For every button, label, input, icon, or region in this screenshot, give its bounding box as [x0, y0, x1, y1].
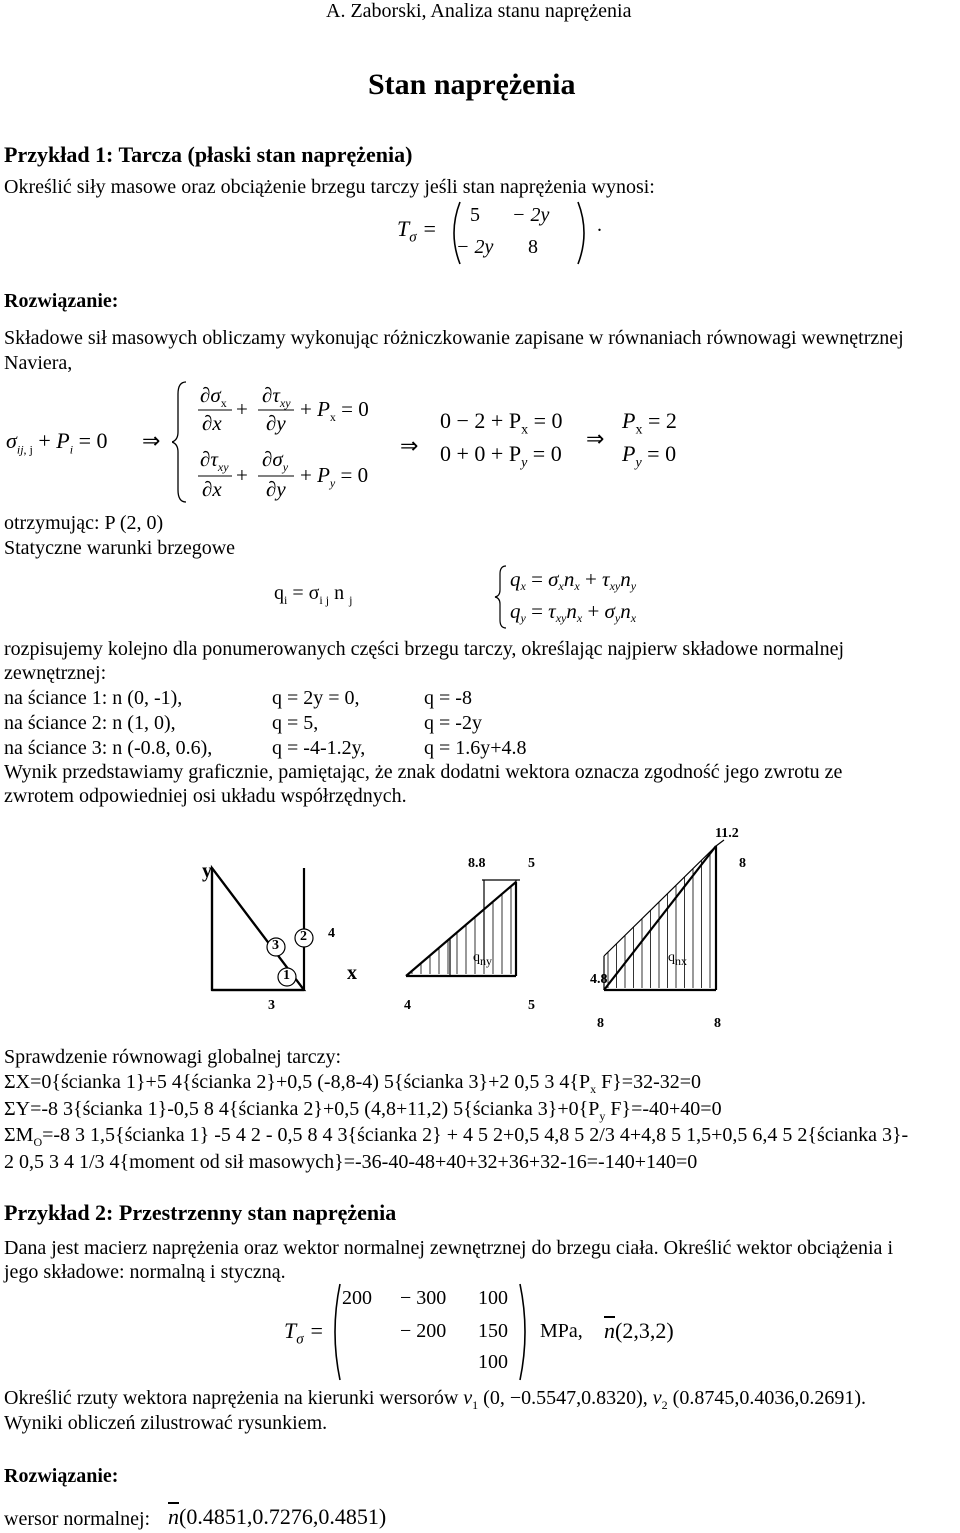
svg-text:∂y: ∂y — [266, 411, 286, 435]
text-body-2: rozpisujemy kolejno dla ponumerowanych części brzegu tarczy, określając najpierw składowe normalnej — [4, 638, 845, 660]
wall-3-normal: na ściance 3: n (-0.8, 0.6), — [4, 737, 213, 759]
matrix-r1c1: 5 — [470, 204, 480, 226]
text-body-1: Składowe sił masowych obliczamy wykonując różniczkowanie zapisane w równaniach równowagi wewnętrznej — [4, 327, 904, 349]
matrix2-r1c3: 100 — [478, 1287, 508, 1309]
fig-dim-3-label: 3 — [268, 998, 275, 1013]
implies-arrow-3: ⇒ — [586, 426, 605, 451]
matrix2-r3c3: 100 — [478, 1351, 508, 1373]
text-body-2b: zewnętrznej: — [4, 662, 107, 684]
wall-1-qy: q = -8 — [424, 687, 472, 709]
text-body-1b: Naviera, — [4, 352, 73, 374]
text-body-3: Wynik przedstawiamy graficznie, pamiętając, że znak dodatni wektora oznacza zgodność jego zwrotu ze — [4, 761, 843, 783]
eq-result-1: $P_x = 2$ — [622, 408, 677, 438]
wall-1-normal: na ściance 1: n (0, -1), — [4, 687, 183, 709]
matrix-r2c1: − 2y — [456, 236, 494, 258]
normal-vector: $\overline{n}(2,3,2)$ — [604, 1318, 674, 1343]
normal-vector-val: (2,3,2) — [615, 1318, 674, 1343]
example1-task: Określić siły masowe oraz obciążenie brzegu tarczy jeśli stan naprężenia wynosi: — [4, 176, 655, 198]
check-sum-y-tail: F}=-40+40=0 — [610, 1098, 722, 1120]
svg-text:∂σy: $\partial\sigma_y$ — [262, 447, 289, 474]
fig-edge-2-label: 2 — [300, 929, 307, 944]
eq-result-2-val: = 0 — [647, 441, 677, 466]
svg-text:∂τxy: $\partial\tau_{xy}$ — [262, 383, 291, 410]
fig-qny-top-5: 5 — [528, 856, 535, 871]
fig-qnx-bottom-8b: 8 — [714, 1016, 721, 1031]
wall-2-qy: q = -2y — [424, 712, 482, 734]
eq-result-1-val: = 2 — [647, 408, 677, 433]
check-title: Sprawdzenie równowagi globalnej tarczy: — [4, 1046, 342, 1068]
implies-arrow-1: ⇒ — [142, 428, 161, 453]
versor-normal-label: wersor normalnej: — [4, 1508, 151, 1530]
fig-qny-bottom-5: 5 — [528, 998, 535, 1013]
fig-edge-3-label: 3 — [272, 938, 279, 953]
wall-2-qx: q = 5, — [272, 712, 319, 734]
check-sum-x-tail: F}=32-32=0 — [601, 1071, 702, 1093]
figure-plate-outline — [190, 850, 390, 1020]
matrix2-r1c1: 200 — [342, 1287, 372, 1309]
fig-qnx-sub: nx — [675, 953, 687, 968]
matrix2-unit: MPa, — [540, 1320, 583, 1342]
check-sum-y-text: ΣY=-8 3{ścianka 1}-0,5 8 4{ścianka 2}+0,5 (4,8+11,2) 5{ścianka 3}+0{P — [4, 1098, 600, 1120]
fig-qnx-q: q — [668, 950, 675, 965]
matrix2-r2c3: 150 — [478, 1320, 508, 1342]
eq-mid-2: $0 + 0 + P_y = 0$ — [440, 441, 562, 471]
fig-edge-1-label: 1 — [283, 968, 290, 983]
fig-qnx-bottom-8a: 8 — [597, 1016, 604, 1031]
equilibrium-index-eq: $\sigma_{ij, j} + P_i = 0$ — [6, 428, 108, 457]
solution-label-2: Rozwiązanie: — [4, 1465, 119, 1487]
check-sum-y: ΣY=-8 3{ścianka 1}-0,5 8 4{ścianka 2}+0,5 (4,8+11,2) 5{ścianka $3\}+0\{P_y$ F}=-40+40=0 — [4, 1098, 722, 1123]
eq-mid-1: $0 - 2 + P_x = 0$ — [440, 408, 563, 438]
check-sum-moment-b: 2 0,5 3 4 1/3 4{moment od sił masowych}=-36-40-48+40+32+36+32-16=-140+140=0 — [4, 1151, 698, 1173]
fig-qny-q: q — [473, 950, 480, 965]
fig-qnx-top-112: 11.2 — [715, 826, 739, 841]
check-sum-x-text: ΣX=0{ścianka 1}+5 4{ścianka 2}+0,5 (-8,8-4) 5{ścianka 3}+2 0,5 3 4{P — [4, 1071, 591, 1093]
svg-text:+: + — [236, 463, 248, 487]
tensor-symbol-2: $T_\sigma$ = — [284, 1318, 325, 1348]
fig-axis-y-label: y — [202, 860, 212, 882]
example2-task-b: jego składowe: normalną i styczną. — [4, 1261, 286, 1283]
matrix-period: . — [597, 214, 602, 236]
svg-text:∂x: ∂x — [202, 411, 222, 435]
svg-text:∂x: ∂x — [202, 477, 222, 501]
matrix2-r2c2: − 200 — [400, 1320, 447, 1342]
equilibrium-system — [172, 378, 382, 508]
svg-text:qy = τxynx + σynx: qy = τxynx + σynx — [510, 599, 637, 625]
fig-dim-4-label: 4 — [328, 926, 335, 941]
wall-1-qx: q = 2y = 0, — [272, 687, 360, 709]
implies-arrow-2: ⇒ — [400, 433, 419, 458]
svg-text:∂σx: $\partial\sigma_x$ — [200, 383, 227, 410]
svg-text:∂y: ∂y — [266, 477, 286, 501]
fig-qny-bottom-4: 4 — [404, 998, 411, 1013]
figure-qny-diagram — [390, 860, 560, 1000]
fig-qnx-label — [668, 950, 687, 969]
wall-3-qy: q = 1.6y+4.8 — [424, 737, 527, 759]
svg-text:+ Py = 0: + $P_y = 0$ — [300, 463, 369, 490]
page-title: Stan naprężenia — [368, 68, 576, 101]
svg-text:+ Px = 0: + $P_x = 0$ — [300, 397, 369, 424]
projection-label: Określić rzuty wektora naprężenia na kierunki wersorów — [4, 1387, 459, 1409]
fig-qny-sub: ny — [480, 953, 492, 968]
fig-qnx-right-8: 8 — [739, 856, 746, 871]
eq-result-2: $P_y = 0$ — [622, 441, 677, 471]
check-sum-moment: $\Sigma M_O=-8$ 3 1,5{ścianka 1} -5 4 2 - 0,5 8 4 3{ścianka 2} + 4 5 2+0,5 4,8 5 2/3 4+4,8 5 1,5+0,5 6,4 5 2{ścianka 3}- — [4, 1124, 909, 1149]
fig-axis-x-label: x — [347, 962, 357, 984]
wall-2-normal: na ściance 2: n (1, 0), — [4, 712, 176, 734]
static-conditions-text: Statyczne warunki brzegowe — [4, 537, 236, 559]
versor-v2: (0.8745,0.4036,0.2691). — [672, 1387, 866, 1409]
versor-v1: (0, −0.5547,0.8320), — [483, 1387, 648, 1409]
svg-text:+: + — [236, 397, 248, 421]
example1-heading: Przykład 1: Tarcza (płaski stan naprężenia) — [4, 142, 413, 167]
versor-normal-val: (0.4851,0.7276,0.4851) — [179, 1504, 387, 1529]
page-header-author: A. Zaborski, Analiza stanu naprężenia — [326, 0, 632, 22]
matrix-r2c2: 8 — [528, 236, 538, 258]
text-body-3b: zwrotem odpowiedniej osi układu współrzędnych. — [4, 785, 407, 807]
eq-mid-2-text: 0 + 0 + P — [440, 441, 522, 466]
eq-mid-1-text: 0 − 2 + P — [440, 408, 522, 433]
obtaining-text: otrzymując: P (2, 0) — [4, 512, 164, 534]
svg-text:∂τxy: $\partial\tau_{xy}$ — [200, 447, 229, 474]
illustrate-text: Wyniki obliczeń zilustrować rysunkiem. — [4, 1412, 328, 1434]
tensor-symbol: $T_\sigma$ = — [397, 216, 438, 246]
fig-qnx-left-48: 4.8 — [590, 972, 608, 987]
solution-label-1: Rozwiązanie: — [4, 290, 119, 312]
wall-3-qx: q = -4-1.2y, — [272, 737, 366, 759]
fig-qny-top-88: 8.8 — [468, 856, 486, 871]
example2-heading: Przykład 2: Przestrzenny stan naprężenia — [4, 1200, 397, 1225]
projection-text: Określić rzuty wektora naprężenia na kierunki wersorów $v_1$ (0, −0.5547,0.8320), $v_2$ (0.8745,0.4036,0.2691). — [4, 1387, 866, 1412]
fig-qny-label — [473, 950, 492, 969]
example2-task: Dana jest macierz naprężenia oraz wektor normalnej zewnętrznej do brzegu ciała. Określić wektor obciążenia i — [4, 1237, 893, 1259]
svg-text:qx = σxnx + τxyny: qx = σxnx + τxyny — [510, 567, 637, 593]
check-sum-x: ΣX=0{ścianka 1}+5 4{ścianka 2}+0,5 (-8,8-4) 5{ścianka 3}+2 0,5 3 $4\{P_x$ F}=32-32=0 — [4, 1071, 702, 1096]
check-sum-moment-text: =-8 3 1,5{ścianka 1} -5 4 2 - 0,5 8 4 3{ścianka 2} + 4 5 2+0,5 4,8 5 2/3 4+4,8 5 1,5+0,5 6,4 5 2{ścianka 3}- — [42, 1124, 909, 1146]
boundary-eq-system — [494, 564, 714, 630]
boundary-eq-qi: $q_i = \sigma_{i j}$ n $_j$ — [274, 582, 353, 607]
matrix-r1c2: − 2y — [512, 204, 550, 226]
versor-normal-value: $\overline{n}(0.4851,0.7276,0.4851)$ — [168, 1504, 387, 1529]
matrix2-r1c2: − 300 — [400, 1287, 447, 1309]
